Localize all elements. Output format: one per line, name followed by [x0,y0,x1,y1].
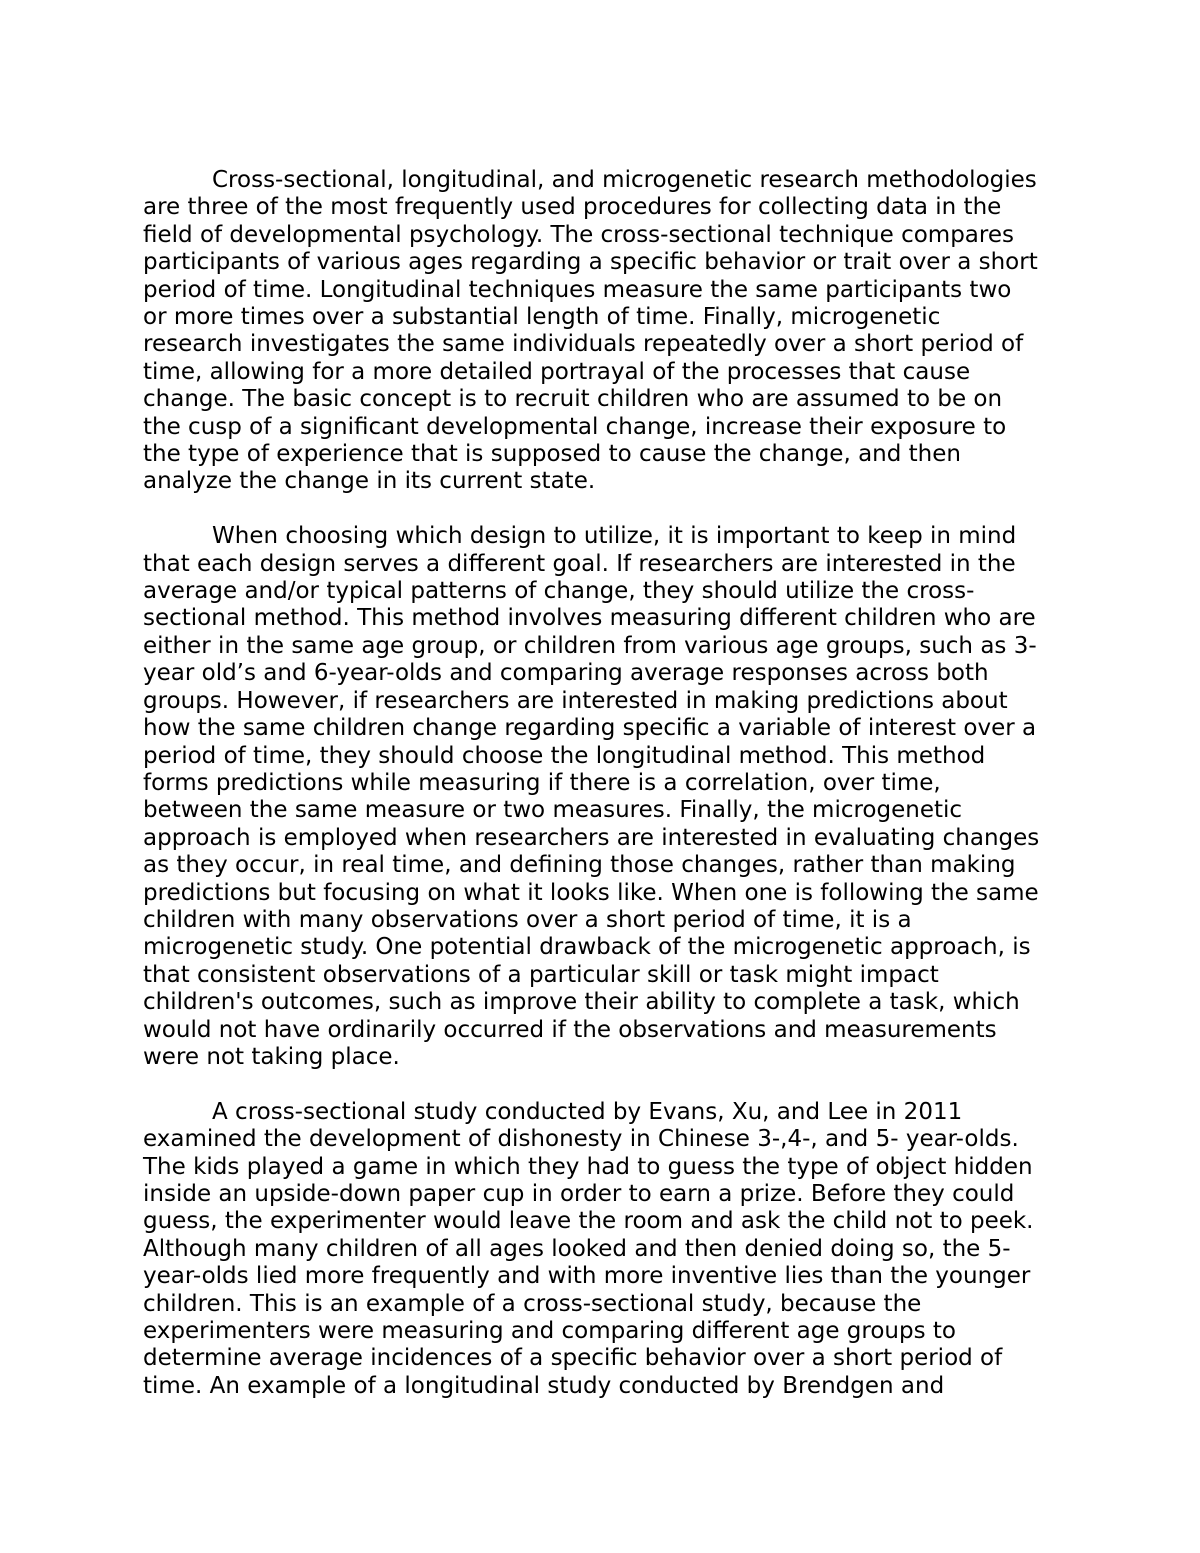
text-line: sectional method. This method involves measuring different children who are [143,605,1036,632]
text-line: children's outcomes, such as improve their ability to complete a task, which [143,989,1020,1016]
text-line: as they occur, in real time, and defining those changes, rather than making [143,852,1016,879]
text-line: analyze the change in its current state. [143,468,596,495]
paragraph-2 [143,523,1063,1071]
text-line: year-olds lied more frequently and with more inventive lies than the younger [143,1263,1031,1290]
text-line: time, allowing for a more detailed portrayal of the processes that cause [143,358,971,385]
text-line: When choosing which design to utilize, it is important to keep in mind [212,523,1017,550]
text-line: time. An example of a longitudinal study conducted by Brendgen and [143,1372,945,1399]
paragraph-spacer [143,1071,1063,1098]
text-line: children. This is an example of a cross-sectional study, because the [143,1290,922,1317]
text-line: determine average incidences of a specific behavior over a short period of [143,1345,1003,1372]
text-line: guess, the experimenter would leave the room and ask the child not to peek. [143,1208,1034,1235]
text-line: examined the development of dishonesty in Chinese 3-,4-, and 5- year-olds. [143,1126,1019,1153]
text-line: between the same measure or two measures. Finally, the microgenetic [143,797,963,824]
text-line: the cusp of a significant developmental change, increase their exposure to [143,413,1007,440]
text-line: period of time. Longitudinal techniques measure the same participants two [143,276,1012,303]
text-line: experimenters were measuring and comparing different age groups to [143,1318,956,1345]
text-line: Cross-sectional, longitudinal, and microgenetic research methodologies [212,167,1037,193]
text-line: that consistent observations of a particular skill or task might impact [143,961,939,988]
text-line: year old’s and 6-year-olds and comparing average responses across both [143,660,989,687]
text-line: approach is employed when researchers are interested in evaluating changes [143,824,1040,851]
text-line: children with many observations over a short period of time, it is a [143,906,912,933]
text-line: average and/or typical patterns of change, they should utilize the cross- [143,578,975,605]
text-line: change. The basic concept is to recruit children who are assumed to be on [143,386,1003,413]
text-line: either in the same age group, or children from various age groups, such as 3- [143,632,1037,659]
text-line: inside an upside-down paper cup in order to earn a prize. Before they could [143,1181,1015,1207]
text-line: research investigates the same individuals repeatedly over a short period of [143,331,1024,358]
text-line: were not taking place. [143,1043,400,1070]
text-line: are three of the most frequently used procedures for collecting data in the [143,194,1002,221]
text-line: groups. However, if researchers are interested in making predictions about [143,687,1008,714]
text-line: A cross-sectional study conducted by Evans, Xu, and Lee in 2011 [212,1098,963,1125]
text-line: predictions but focusing on what it looks like. When one is following the same [143,879,1039,906]
text-line: would not have ordinarily occurred if the observations and measurements [143,1016,997,1043]
text-line: the type of experience that is supposed to cause the change, and then [143,441,961,468]
paragraph-spacer [143,496,1063,523]
text-line: or more times over a substantial length of time. Finally, microgenetic [143,304,941,331]
paragraph-1 [143,167,1063,496]
text-line: microgenetic study. One potential drawback of the microgenetic approach, is [143,934,1031,961]
text-line: how the same children change regarding specific a variable of interest over a [143,715,1037,742]
text-line: The kids played a game in which they had to guess the type of object hidden [143,1153,1033,1180]
text-line: forms predictions while measuring if there is a correlation, over time, [143,769,941,796]
text-line: field of developmental psychology. The cross-sectional technique compares [143,221,1014,248]
text-line: participants of various ages regarding a specific behavior or trait over a short [143,249,1038,276]
document-body [143,167,1063,1400]
text-line: that each design serves a different goal. If researchers are interested in the [143,550,1016,577]
text-line: period of time, they should choose the longitudinal method. This method [143,742,986,769]
paragraph-3 [143,1099,1063,1400]
text-line: Although many children of all ages looked and then denied doing so, the 5- [143,1235,1011,1262]
